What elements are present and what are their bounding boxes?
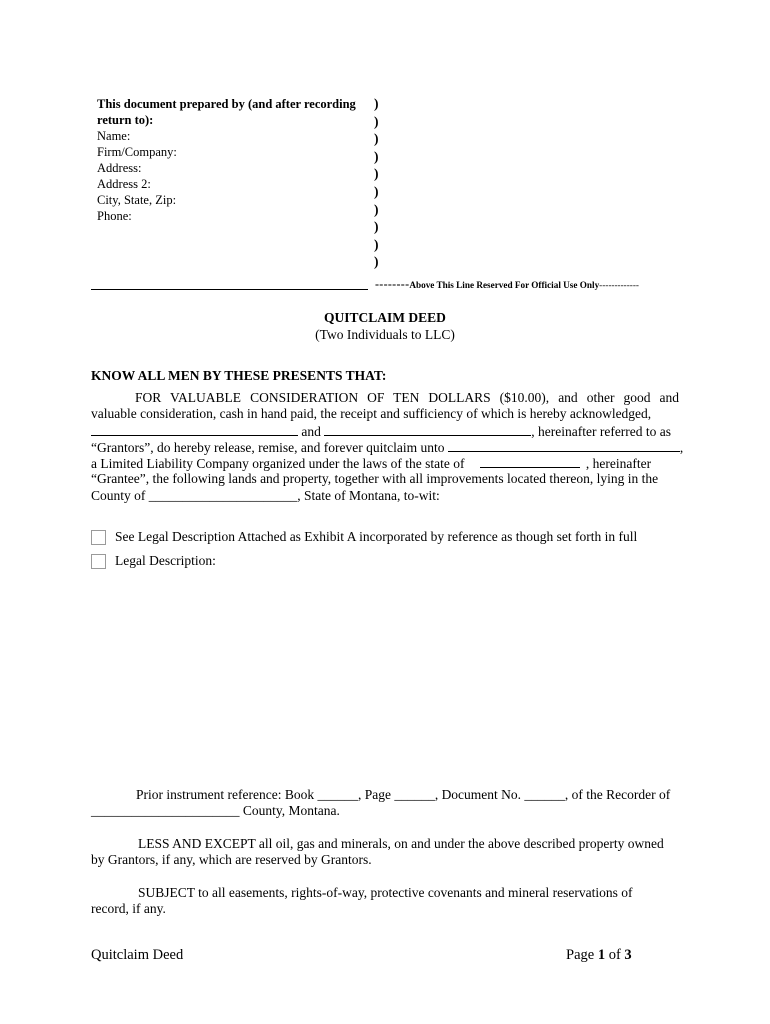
preparer-field-name: Name: [97, 129, 131, 143]
consideration-paragraph: FOR VALUABLE CONSIDERATION OF TEN DOLLARS ($10.00), and other good and valuable consideration, cash in hand paid, the receipt and sufficiency of which is hereby acknowledged, and , hereinafter referred to as “Grantors”, do hereby release, remise, and forever quitclaim unto , a Limited Liability Company organized under the laws of the state of , hereinafter “Grantee”, the following lands and property, together with all improvements located thereon, lying in the County of ______________________, State of Montana, to-wit: [91, 390, 684, 503]
subject-to-paragraph: SUBJECT to all easements, rights-of-way, protective covenants and mineral reservations of record, if any. [91, 885, 633, 917]
document-title: QUITCLAIM DEED [324, 310, 446, 325]
preparer-field-address: Address: [97, 161, 142, 175]
state-blank[interactable] [480, 455, 580, 468]
exhibit-label: See Legal Description Attached as Exhibit A incorporated by reference as though set forth in full [115, 529, 638, 544]
preparer-block [97, 96, 367, 224]
preparer-rule [91, 289, 368, 290]
bracket-column: ) ) ) ) ) ) ) ) ) ) [374, 96, 379, 270]
know-all-heading: KNOW ALL MEN BY THESE PRESENTS THAT: [91, 368, 387, 383]
legal-description-label: Legal Description: [115, 553, 216, 568]
preparer-field-phone: Phone: [97, 209, 132, 223]
exhibit-checkbox[interactable] [91, 530, 106, 545]
document-subtitle: (Two Individuals to LLC) [315, 327, 455, 342]
grantor2-blank[interactable] [324, 423, 531, 436]
preparer-heading: This document prepared by (and after recording return to): [97, 97, 356, 127]
less-except-paragraph: LESS AND EXCEPT all oil, gas and minerals, on and under the above described property owned by Grantors, if any, which are reserved by Grantors. [91, 836, 664, 868]
legal-description-checkbox[interactable] [91, 554, 106, 569]
exhibit-option[interactable] [91, 529, 637, 545]
grantor1-blank[interactable] [91, 423, 298, 436]
legal-description-option[interactable] [91, 553, 216, 569]
prior-instrument-paragraph: Prior instrument reference: Book ______, Page ______, Document No. ______, of the Recorder of ______________________ County, Montana. [91, 787, 671, 819]
page-number: Page 1 of 3 [566, 947, 632, 963]
grantee-blank[interactable] [448, 439, 680, 452]
footer-title: Quitclaim Deed [91, 947, 184, 963]
official-use-line: --------Above This Line Reserved For Official Use Only------------- [375, 277, 639, 291]
preparer-field-firm: Firm/Company: [97, 145, 177, 159]
preparer-field-city-state-zip: City, State, Zip: [97, 193, 177, 207]
preparer-field-address2: Address 2: [97, 177, 151, 191]
